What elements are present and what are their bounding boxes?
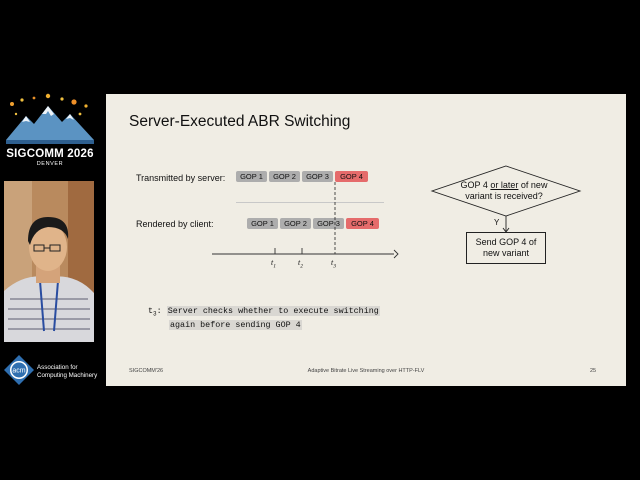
- t1-label: $t_1$: [271, 258, 276, 270]
- left-sidebar: [0, 0, 106, 480]
- note-line-1: Server checks whether to execute switching: [167, 306, 379, 316]
- server-gop-4: GOP 4: [335, 171, 368, 182]
- footer-left: SIGCOMM'26: [129, 368, 164, 374]
- timeline-arrow-icon: [394, 250, 398, 258]
- yes-label: Y: [494, 218, 500, 227]
- action-line-2: new variant: [482, 248, 530, 258]
- note-line-2: again before sending GOP 4: [170, 319, 301, 330]
- acm-line-2: Computing Machinery: [37, 372, 98, 379]
- speaker-video: [4, 181, 94, 342]
- client-gop-4: GOP 4: [346, 218, 379, 229]
- t2-label: $t_2$: [298, 258, 303, 270]
- server-gop-1: GOP 1: [236, 171, 267, 182]
- sigcomm-logo: [4, 92, 96, 170]
- client-gop-1: GOP 1: [247, 218, 278, 229]
- conference-city: DENVER: [36, 161, 64, 167]
- slide-title: Server-Executed ABR Switching: [129, 113, 351, 130]
- server-row-label: Transmitted by server:: [136, 173, 226, 183]
- speaker-image-icon: [4, 181, 94, 342]
- note-text: [148, 306, 380, 331]
- decision-text: GOP 4 or later of new variant is received?: [460, 180, 548, 201]
- action-box: [466, 232, 546, 264]
- client-row-label: Rendered by client:: [136, 219, 214, 229]
- note-prefix: $t_3$:: [148, 306, 162, 318]
- action-line-1: Send GOP 4 of: [475, 237, 537, 247]
- footer-center: Adaptive Bitrate Live Streaming over HTTP-FLV: [307, 368, 425, 374]
- acm-logo-text: acm: [12, 367, 26, 375]
- client-gop-2: GOP 2: [280, 218, 311, 229]
- mountain-logo-icon: [4, 92, 96, 150]
- server-gop-3: GOP 3: [302, 171, 333, 182]
- acm-logo: [4, 355, 104, 389]
- slide: [106, 94, 626, 386]
- acm-diamond-icon: [4, 355, 34, 385]
- server-gop-2: GOP 2: [269, 171, 300, 182]
- acm-line-1: Association for: [37, 364, 78, 371]
- diagram-lines: [106, 94, 626, 386]
- conference-name: SIGCOMM 2026: [6, 148, 94, 160]
- page-number: 25: [590, 368, 597, 374]
- t3-label: $t_3$: [331, 258, 336, 270]
- client-gop-3: GOP 3: [313, 218, 344, 229]
